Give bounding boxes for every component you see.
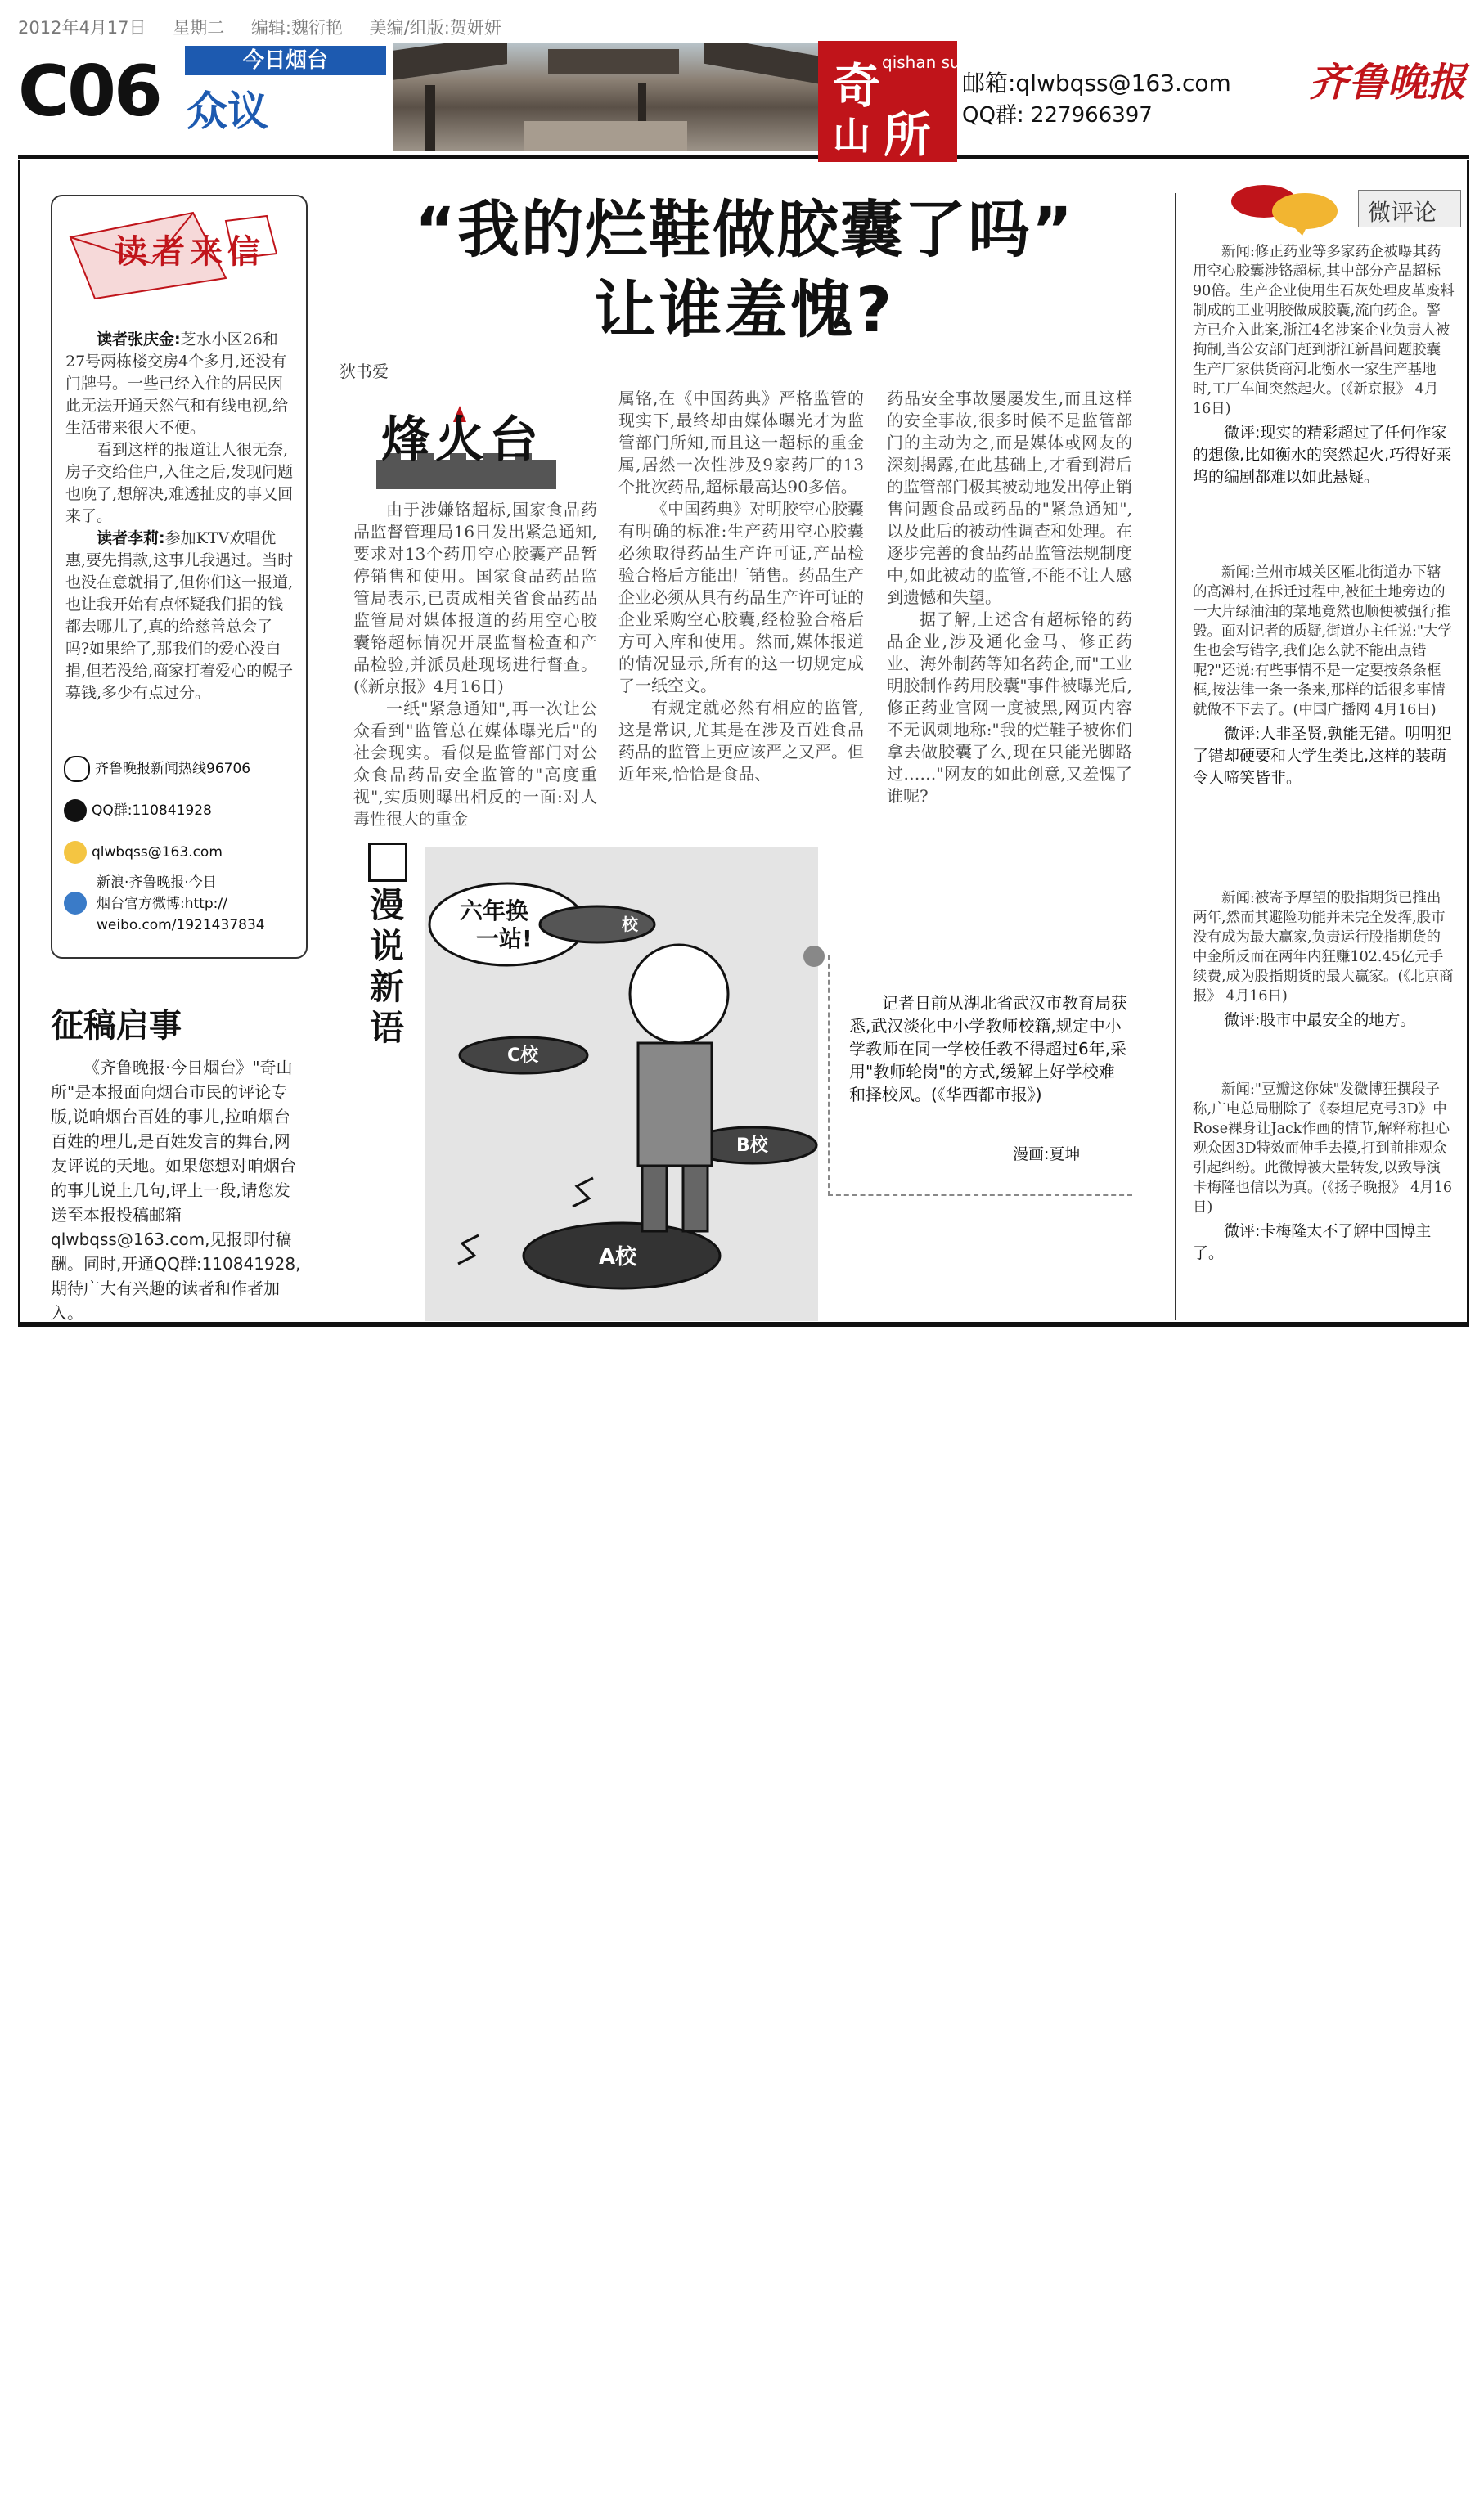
editor-credit: 编辑:魏衍艳 — [250, 18, 343, 38]
cartoon-school-c: C校 — [507, 1045, 539, 1066]
qishansuo-logo-char-shan: 山 — [833, 114, 870, 158]
issue-weekday: 星期二 — [173, 18, 225, 38]
article-headline-line2: 让谁羞愧? — [593, 273, 896, 346]
article-col2-para2: 《中国药典》对明胶空心胶囊有明确的标准:生产药用空心胶囊必须取得药品生产许可证,产品检验合格后方能出厂销售。药品生产企业必须从具有药品生产许可证的企业采购空心胶囊,经检验合格后方可入库和使用。然而,媒体报道的情况显示,所有的这一切规定成了一纸空文。 — [618, 499, 864, 695]
cartoon-teacher-rotation — [425, 847, 818, 1321]
cartoon-school-top: 校 — [622, 915, 638, 934]
frame-right-rule — [1467, 160, 1469, 1324]
micro-comment-title: 微评论 — [1368, 199, 1437, 226]
article-col2-para1: 属铬,在《中国药典》严格监管的现实下,最终却由媒体曝光才为监管部门所知,而且这一超标的重金属,居然一次性涉及9家药厂的13个批次药品,超标最高达90多倍。 — [618, 389, 864, 497]
weibo-icon — [64, 892, 87, 915]
newspaper-logo: 齐鲁晚报 — [1309, 60, 1467, 106]
article-col3-para1: 药品安全事故屡屡发生,而且这样的安全事故,很多时候不是监管部门的主动为之,而是媒体或网友的深刻揭露,在此基础上,才看到滞后的监管部门极其被动地发出停止销售问题食品或药品的"紧急通知",以及此后的被动性调查和处理。在逐步完善的食品药品监管法规制度中,如此被动的监管,不能不让人感到遗憾和失望。 — [887, 389, 1132, 607]
page-code: C06 — [18, 51, 160, 133]
micro-item-1-comment: 微评:现实的精彩超过了任何作家的想像,比如衡水的突然起火,巧得好莱坞的编剧都难以如此悬疑。 — [1193, 424, 1452, 486]
letter-zhang-name: 读者张庆金: — [97, 330, 181, 348]
article-col1-para2: 一纸"紧急通知",再一次让公众看到"监管总在媒体曝光后"的社会现实。看似是监管部门对公众食品药品安全监管的"高度重视",实质则曝出相反的一面:对人毒性很大的重金 — [353, 699, 597, 829]
article-column-1 — [353, 499, 597, 830]
micro-item-3-comment: 微评:股市中最安全的地方。 — [1224, 1011, 1416, 1029]
article-column-3 — [887, 388, 1132, 807]
letter-zhang-text: 芝水小区26和27号两栋楼交房4个多月,还没有门牌号。一些已经入住的居民因此无法开通天然气和有线电视,给生活带来很大不便。 — [65, 330, 289, 437]
micro-item-4-news: 新闻:"豆瓣这你妹"发微博狂撰段子称,广电总局删除了《泰坦尼克号3D》中Rose裸身让Jack作画的情节,解释称担心观众因3D特效而伸手去摸,打到前排观众引起纠纷。此微博被大量转发,以致导演卡梅隆也信以为真。(《扬子晚报》 4月16日) — [1193, 1081, 1453, 1216]
email-icon — [64, 841, 87, 864]
speech-bubbles-icon — [1227, 182, 1342, 239]
section-label: 今日烟台 — [185, 46, 386, 75]
call-for-contributions-title: 征稿启事 — [51, 1007, 182, 1045]
frame-left-rule — [18, 160, 20, 1324]
letter-zhang — [65, 329, 295, 704]
letters-title: 读者来信 — [115, 232, 265, 271]
weibo-line2: 烟台官方微博:http:// — [97, 896, 227, 912]
weibo-row — [64, 872, 265, 936]
cartoon-school-b: B校 — [736, 1135, 768, 1156]
article-col2-para3: 有规定就必然有相应的监管,这是常识,尤其是在涉及百姓食品药品的监管上更应该严之又严。但近年来,恰恰是食品、 — [618, 698, 864, 784]
phone-icon — [64, 756, 90, 782]
column-name: 众议 — [187, 88, 268, 135]
article-col3-para2: 据了解,上述含有超标铬的药品企业,涉及通化金马、修正药业、海外制药等知名药企,而"工业明胶制作药用胶囊"事件被曝光后,修正药业官网一度被黑,网页内容不无讽刺地称:"我的烂鞋子被你们拿去做胶囊了么,现在只能光脚路过……"网友的如此创意,又羞愧了谁呢? — [887, 609, 1132, 806]
qq-row — [64, 798, 212, 822]
micro-item-3-news: 新闻:被寄予厚望的股指期货已推出两年,然而其避险功能并未完全发挥,股市没有成为最大赢家,负责运行股指期货的中金所反而在两年内狂赚102.45亿元手续费,成为股指期货的最大赢家。(《北京商报》 4月16日) — [1193, 890, 1454, 1005]
beacon-column-label: 烽火台 — [381, 411, 543, 469]
article-byline: 狄书爱 — [340, 362, 389, 381]
letter-li-name: 读者李莉: — [97, 529, 165, 547]
call-for-contributions-body: 《齐鲁晚报·今日烟台》"奇山所"是本报面向烟台市民的评论专版,说咱烟台百姓的事儿,拉咱烟台百姓的理儿,是百姓发言的舞台,网友评说的天地。如果您想对咱烟台的事儿说上几句,评上一段,请您发送至本报投稿邮箱qlwbqss@163.com,见报即付稿酬。同时,开通QQ群:110841928,期待广大有兴趣的读者和作者加入。 — [51, 1058, 301, 1323]
contact-qq-group: QQ群: 227966397 — [962, 103, 1153, 128]
qq-penguin-icon — [64, 799, 87, 822]
micro-item-1 — [1193, 242, 1455, 488]
micro-item-2 — [1193, 563, 1455, 789]
article-headline-line1: “我的烂鞋做胶囊了吗” — [415, 193, 1074, 266]
qq-text: QQ群:110841928 — [92, 802, 212, 819]
contact-mailbox: 邮箱:qlwbqss@163.com — [962, 70, 1231, 97]
cartoon-caption: 记者日前从湖北省武汉市教育局获悉,武汉淡化中小学教师校籍,规定中小学教师在同一学校任教不得超过6年,采用"教师轮岗"的方式,缓解上好学校难和择校风。(《华西都市报》) — [849, 993, 1127, 1104]
article-col1-para1: 由于涉嫌铬超标,国家食品药品监督管理局16日发出紧急通知,要求对13个药用空心胶囊产品暂停销售和使用。国家食品药品监管局表示,已责成相关省食品药品监管局对媒体报道的药用空心胶囊铬超标情况开展监督检查和产品检验,并派员赴现场进行督查。(《新京报》4月16日) — [353, 500, 597, 696]
hotline-row — [64, 756, 250, 782]
article-column-2 — [618, 388, 864, 785]
micro-item-3 — [1193, 888, 1455, 1032]
cartoon-bubble-line1: 六年换 — [460, 897, 529, 924]
cartoon-column-label: 漫说新语 — [370, 885, 405, 1048]
micro-item-2-comment: 微评:人非圣贤,孰能无错。明明犯了错却硬要和大学生类比,这样的装萌令人啼笑皆非。 — [1193, 725, 1452, 787]
qishansuo-logo-char-qi: 奇 — [833, 58, 881, 114]
issue-date: 2012年4月17日 — [18, 18, 146, 38]
hotline-text: 齐鲁晚报新闻热线96706 — [95, 761, 251, 777]
email-row — [64, 841, 223, 864]
email-text: qlwbqss@163.com — [92, 844, 223, 861]
cartoon-label-box — [368, 843, 407, 882]
letter-li-text: 参加KTV欢唱优惠,要先捐款,这事儿我遇过。当时也没在意就捐了,但你们这一报道,也让我开始有点怀疑我们捐的钱都去哪儿了,真的给慈善总会了吗?如果给了,那我们的爱心没白捐,但若没给,商家打着爱心的幌子募钱,多少有点过分。 — [65, 529, 294, 702]
qishansuo-logo-pinyin: qishan suo — [882, 52, 970, 72]
qishansuo-logo-char-suo: 所 — [884, 107, 932, 163]
micro-item-2-news: 新闻:兰州市城关区雁北街道办下辖的高滩村,在拆迁过程中,被征土地旁边的一大片绿油油的菜地竟然也顺便被强行推毁。面对记者的质疑,街道办主任说:"大学生也会写错字,我们怎么就不能出点错呢?"还说:有些事情不是一定要按条条框框,按法律一条一条来,那样的话很多事情就做不下去了。(中国广播网 4月16日) — [1193, 564, 1453, 718]
cartoon-credit: 漫画:夏坤 — [1013, 1145, 1081, 1163]
weibo-line3: weibo.com/1921437834 — [97, 917, 265, 933]
letter-zhang-reply: 看到这样的报道让人很无奈,房子交给住户,入住之后,发现问题也晚了,想解决,难透扯皮的事又回来了。 — [65, 441, 294, 525]
weibo-line1: 新浪·齐鲁晚报·今日 — [97, 874, 217, 891]
caption-marker-dot — [803, 946, 825, 967]
micro-column-divider — [1175, 193, 1176, 1320]
cartoon-school-a: A校 — [599, 1245, 637, 1270]
micro-item-4 — [1193, 1080, 1455, 1265]
micro-item-1-news: 新闻:修正药业等多家药企被曝其药用空心胶囊涉铬超标,其中部分产品超标90倍。生产企业使用生石灰处理皮革废料制成的工业明胶做成胶囊,流向药企。警方已介入此案,浙江4名涉案企业负责人被拘制,当公安部门赶到浙江新昌问题胶囊生产厂家供货商河北衡水一家生产基地时,工厂车间突然起火。(《新京报》 4月16日) — [1193, 244, 1455, 417]
cartoon-bubble-line2: 一站! — [476, 925, 533, 952]
header-photo-old-street — [393, 43, 818, 151]
micro-item-4-comment: 微评:卡梅隆太不了解中国博主了。 — [1193, 1222, 1432, 1262]
page-meta-line — [18, 15, 523, 39]
designer-credit: 美编/组版:贺妍妍 — [369, 18, 501, 38]
